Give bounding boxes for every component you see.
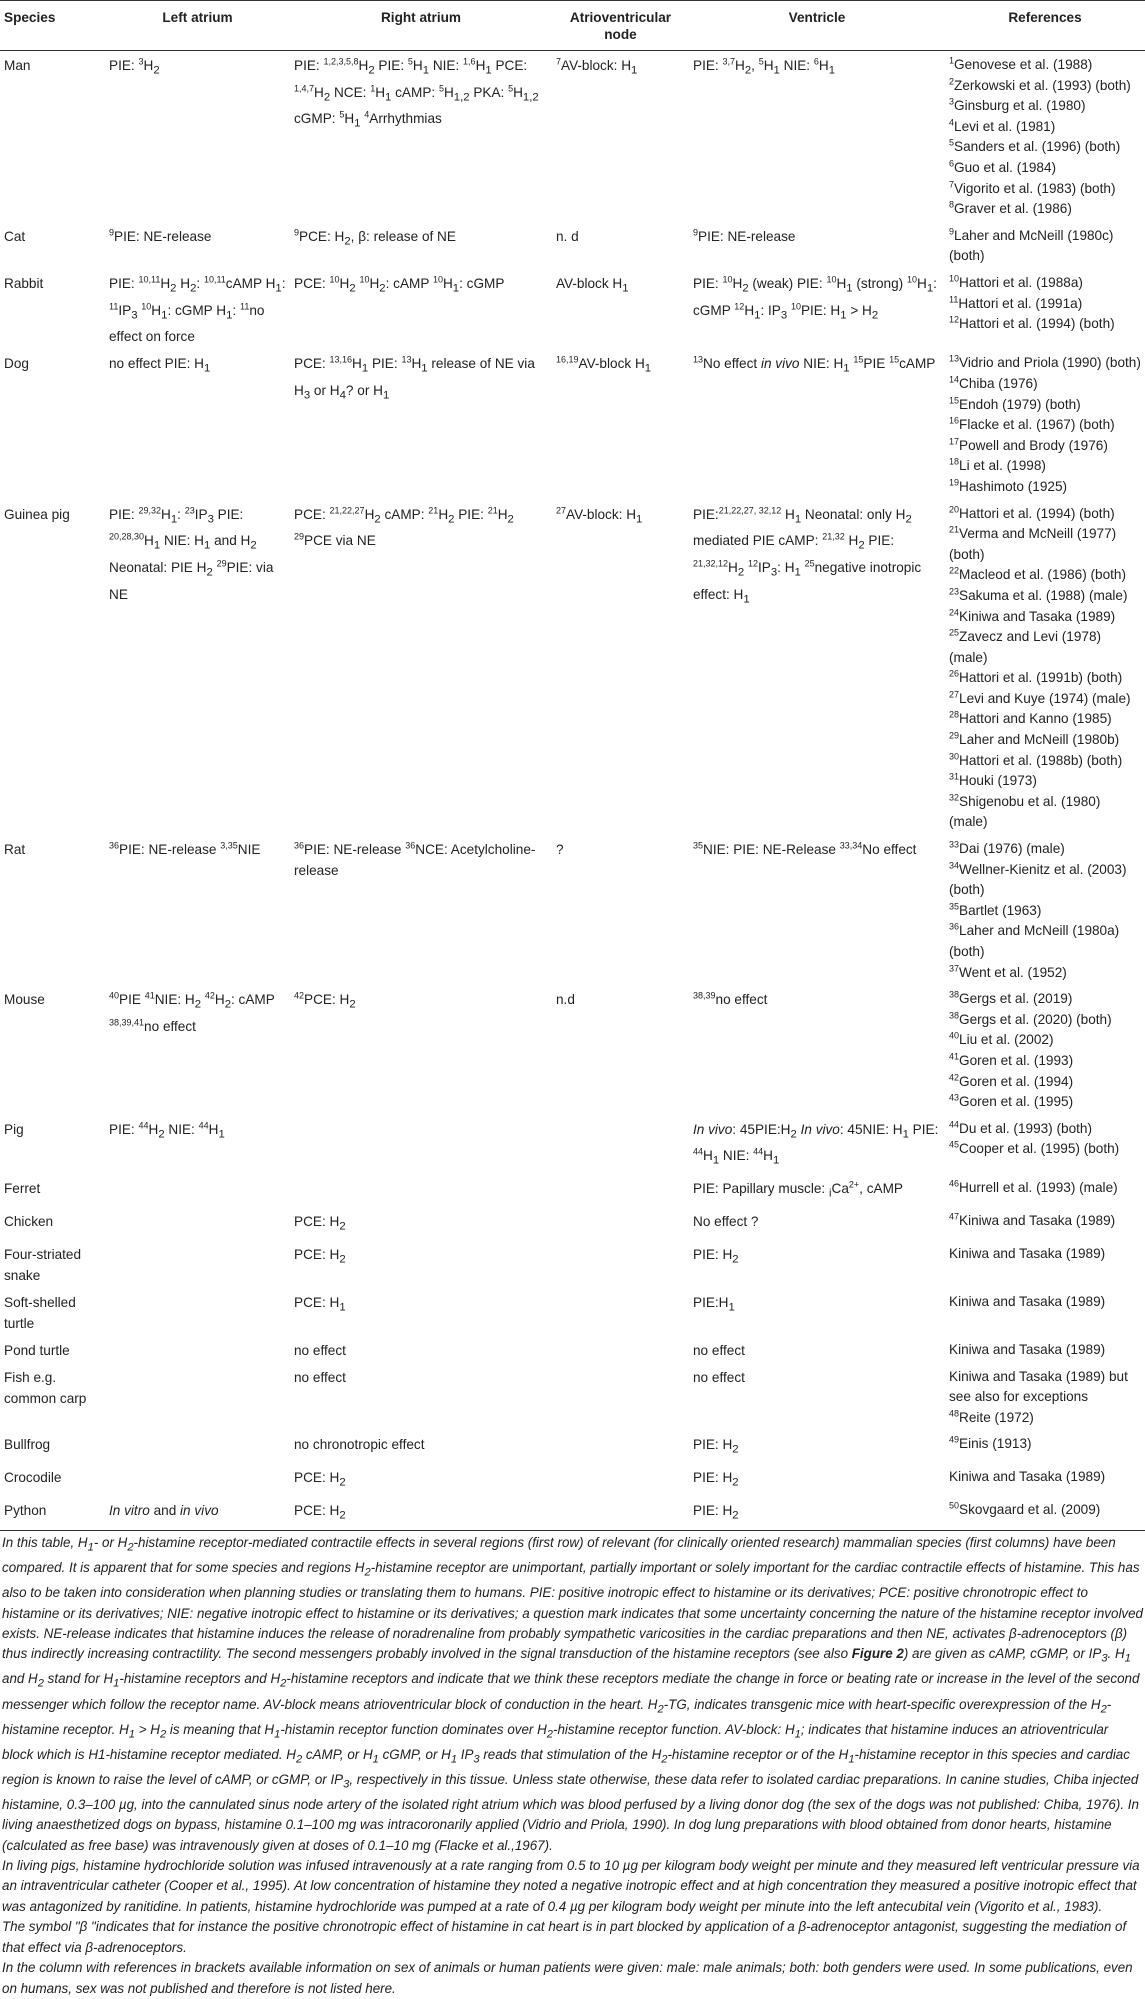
av-node-cell: $^7$AV-block: $H_1$ (556, 56, 638, 77)
left-atrium-cell: PIE: $^3H_2$ (109, 56, 160, 77)
species-cell: Bullfrog (4, 1437, 51, 1453)
left-atrium-cell (105, 1336, 290, 1363)
left-atrium-cell: PIE: $^{29,32}H_1$: $^{23}IP_3$ PIE: $^{20,28,30}H_1$ NIE: $H_1$ and $H_2$ Neonatal: PIE $H_2$ $^{29}$PIE: via NE (109, 505, 274, 602)
av-node-cell (552, 1463, 689, 1496)
reference-entry: $^{30}$Hattori et al. (1988b) (both) (949, 751, 1123, 768)
reference-entry: $^8$Graver et al. (1986) (949, 199, 1072, 217)
table-row (0, 500, 1145, 836)
ventricle-cell: PIE: $^{10}H_2$ (weak) PIE: $^{10}H_1$ (strong) $^{10}H_1$: cGMP $^{12}H_1$: $IP_3$ $^{10}$PIE: $H_1 > H_2$ (693, 274, 937, 322)
footnote-paragraph: The symbol "β "indicates that for instance the positive chronotropic effect of histamine in cat heart is in part blocked by application of a β-adrenoceptor antagonist, suggesting the mediation of that effect via β-adrenoceptors. (2, 1919, 1127, 1955)
table-row (0, 269, 1145, 349)
footnote-paragraph: In the column with references in brackets available information on sex of animals or human patients were given: male: male animals; both: both genders were used. In some publications, even on humans, sex was not published and therefore is not listed here. (2, 1960, 1133, 1996)
av-node-cell (552, 1174, 689, 1207)
reference-entry: $^{36}$Laher and McNeill (1980a) (both) (949, 921, 1120, 959)
left-atrium-cell: PIE: $^{44}H_2$ NIE: $^{44}H_1$ (109, 1120, 225, 1141)
table-row (0, 1174, 1145, 1207)
species-cell: Python (0, 1496, 105, 1530)
left-atrium-cell (105, 1430, 290, 1463)
right-atrium-cell: PIE: $^{1,2,3,5,8}H_2$ PIE: $^5H_1$ NIE: $^{1,6}H_1$ PCE: $^{1,4,7}H_2$ NCE: $^1H_1$ cAMP: $^5H_{1,2}$ PKA: $^5H_{1,2}$ cGMP: $^5H_1$ $^4$Arrhythmias (294, 56, 539, 131)
reference-entry: $^{42}$Goren et al. (1994) (949, 1072, 1074, 1089)
references-cell (945, 222, 1145, 269)
references-cell (945, 1463, 1145, 1496)
av-node-cell (552, 1240, 689, 1288)
left-atrium-cell (105, 1463, 290, 1496)
ventricle-cell: $PIE:H_1$ (693, 1294, 735, 1314)
reference-entry: Kiniwa and Tasaka (1989) but see also for exceptions (949, 1368, 1128, 1405)
table-row (0, 1207, 1145, 1240)
av-node-cell (552, 1430, 689, 1463)
reference-entry: $^{47}$Kiniwa and Tasaka (1989) (949, 1211, 1116, 1228)
table-row (0, 1496, 1145, 1530)
ventricle-cell: PIE:$^{21,22,27, 32,12}$ $H_1$ Neonatal: only $H_2$ mediated PIE cAMP: $^{21,32}$ $H_2$ PIE: $^{21,32,12}H_2$ $^{12}IP_3$: $H_1$ $^{25}$negative inotropic effect: $H_1$ (693, 505, 922, 606)
species-cell: Guinea pig (4, 506, 70, 522)
reference-entry: $^{21}$Verma and McNeill (1977) (both) (949, 524, 1117, 562)
header-references: References (945, 1, 1145, 51)
reference-entry: $^4$Levi et al. (1981) (949, 117, 1056, 134)
reference-entry: $^1$Genovese et al. (1988) (949, 55, 1093, 72)
right-atrium-cell: $^{36}$PIE: NE-release $^{36}$NCE: Acetylcholine-release (294, 840, 536, 879)
reference-entry: $^{25}$Zavecz and Levi (1978) (male) (949, 627, 1102, 665)
references-cell (945, 985, 1145, 1115)
ventricle-cell: $^9$PIE: NE-release (693, 227, 796, 244)
ventricle-cell: No effect ? (693, 1213, 759, 1229)
reference-entry: $^{38}$Gergs et al. (2019) (949, 989, 1073, 1007)
av-node-cell: n. d (556, 228, 579, 244)
references-cell (945, 51, 1145, 222)
av-node-cell: $^{27}$AV-block: $H_1$ (556, 505, 643, 526)
table-row (0, 1336, 1145, 1363)
header-av-node: Atrioventricular node (552, 1, 689, 51)
reference-entry: $^{26}$Hattori et al. (1991b) (both) (949, 668, 1123, 686)
reference-entry: $^6$Guo et al. (1984) (949, 158, 1057, 175)
av-node-cell: ? (556, 842, 564, 858)
table-row (0, 835, 1145, 985)
header-species: Species (0, 1, 105, 51)
av-node-cell (552, 1336, 689, 1363)
right-atrium-cell: PCE: $H_2$ (290, 1496, 552, 1530)
reference-entry: $^{12}$Hattori et al. (1994) (both) (949, 314, 1115, 332)
right-atrium-cell (290, 1174, 552, 1207)
reference-entry: $^{17}$Powell and Brody (1976) (949, 436, 1108, 453)
references-cell (945, 1240, 1145, 1288)
av-node-cell (552, 1288, 689, 1336)
reference-entry: $^{40}$Liu et al. (2002) (949, 1030, 1054, 1048)
ventricle-cell: $^{35}$NIE: PIE: NE-Release $^{33,34}$No effect (693, 840, 917, 858)
header-left-atrium: Left atrium (105, 1, 290, 51)
references-cell (945, 349, 1145, 499)
reference-entry: Kiniwa and Tasaka (1989) (949, 1245, 1106, 1261)
reference-entry: $^{29}$Laher and McNeill (1980b) (949, 730, 1120, 748)
references-cell (945, 1430, 1145, 1463)
av-node-cell: $^{16,19}$AV-block $H_1$ (556, 354, 652, 376)
reference-entry: $^5$Sanders et al. (1996) (both) (949, 137, 1121, 155)
ventricle-cell: In vivo: $45PIE:H_2$ In vivo: 45NIE: $H_1$ PIE: $^{44}H_1$ NIE: $^{44}H_1$ (693, 1121, 939, 1168)
references-cell (945, 1115, 1145, 1174)
table-body (0, 51, 1145, 1531)
header-right-atrium: Right atrium (290, 1, 552, 51)
table-row (0, 1115, 1145, 1174)
reference-entry: $^{43}$Goren et al. (1995) (949, 1092, 1074, 1110)
references-cell (945, 269, 1145, 349)
reference-entry: $^{32}$Shigenobu et al. (1980) (male) (949, 792, 1101, 830)
left-atrium-cell: $^{36}$PIE: NE-release $^{3,35}$NIE (109, 840, 261, 858)
table-row (0, 349, 1145, 499)
table-row (0, 1240, 1145, 1288)
species-cell: Rat (4, 842, 26, 858)
table-row (0, 51, 1145, 222)
left-atrium-cell (105, 1240, 290, 1288)
ventricle-cell: no effect (693, 1369, 745, 1385)
reference-entry: $^{14}$Chiba (1976) (949, 374, 1038, 391)
ventricle-cell: PIE: $H_2$ (689, 1496, 945, 1530)
species-cell: Pig (4, 1121, 24, 1137)
reference-entry: $^{45}$Cooper et al. (1995) (both) (949, 1139, 1120, 1157)
table-row (0, 1463, 1145, 1496)
species-cell: Mouse (4, 992, 45, 1008)
right-atrium-cell: no chronotropic effect (294, 1437, 425, 1453)
species-cell: Fish e.g. common carp (4, 1369, 87, 1406)
right-atrium-cell: $^{42}$PCE: $H_2$ (294, 990, 356, 1011)
right-atrium-cell: PCE: $^{21,22,27}H_2$ cAMP: $^{21}H_2$ PIE: $^{21}H_2$ $^{29}$PCE via NE (294, 505, 514, 549)
av-node-cell (552, 1207, 689, 1240)
table-row (0, 1288, 1145, 1336)
ventricle-cell: PIE: $H_2$ (693, 1246, 739, 1266)
reference-entry: $^{20}$Hattori et al. (1994) (both) (949, 504, 1115, 521)
species-cell: Chicken (4, 1213, 54, 1229)
av-node-cell: AV-block $H_1$ (556, 275, 629, 295)
reference-entry: $^9$Laher and McNeill (1980c) (both) (949, 226, 1114, 264)
ventricle-cell: PIE: $H_2$ (693, 1437, 739, 1457)
table-row (0, 1430, 1145, 1463)
references-cell (945, 835, 1145, 985)
references-cell (945, 1363, 1145, 1431)
left-atrium-cell (105, 1363, 290, 1431)
reference-entry: Kiniwa and Tasaka (1989) (949, 1293, 1106, 1309)
species-cell: Cat (4, 228, 26, 244)
species-cell: Soft-shelled turtle (4, 1294, 76, 1331)
ventricle-cell: PIE: Papillary muscle: $_iCa^{2+}$, cAMP (693, 1179, 903, 1200)
right-atrium-cell: no effect (294, 1342, 346, 1358)
references-cell (945, 1207, 1145, 1240)
right-atrium-cell (290, 1115, 552, 1174)
species-cell: Dog (4, 356, 29, 372)
left-atrium-cell: no effect PIE: $H_1$ (109, 356, 211, 376)
table-row (0, 985, 1145, 1115)
reference-entry: $^{22}$Macleod et al. (1986) (both) (949, 565, 1127, 583)
reference-entry: $^{33}$Dai (1976) (male) (949, 839, 1065, 857)
species-cell: Four-striated snake (4, 1246, 82, 1283)
reference-entry: $^{31}$Houki (1973) (949, 771, 1037, 789)
right-atrium-cell: PCE: $H_2$ (294, 1213, 346, 1233)
header-ventricle: Ventricle (689, 1, 945, 51)
footnote-paragraph: In living pigs, histamine hydrochloride solution was infused intravenously at a rate ranging from 0.5 to 10 µg per kilogram body weight per minute and they measured left ventricular pressure via an intraventricular catheter (Cooper et al., 1995). At low concentration of histamine they noted a negative inotropic effect and at high concentration they measured a positive inotropic effect that was antagonized by ranitidine. In patients, histamine hydrochloride was pumped at a rate of 0.4 µg per kilogram body weight per minute into the left antecubital vein (Vigorito et al., 1983). (2, 1858, 1140, 1914)
references-cell (945, 1174, 1145, 1207)
reference-entry: $^3$Ginsburg et al. (1980) (949, 96, 1086, 114)
reference-entry: $^{37}$Went et al. (1952) (949, 963, 1067, 980)
left-atrium-cell (105, 1288, 290, 1336)
ventricle-cell: PIE: $^{3,7}H_2$, $^5H_1$ NIE: $^6H_1$ (693, 56, 835, 77)
reference-entry: $^{24}$Kiniwa and Tasaka (1989) (949, 606, 1116, 624)
ventricle-cell: PIE: $H_2$ (693, 1470, 739, 1489)
av-node-cell (552, 1115, 689, 1174)
left-atrium-cell (105, 1174, 290, 1207)
references-cell (945, 500, 1145, 836)
right-atrium-cell: PCE: $^{13,16}H_1$ PIE: $^{13}H_1$ release of NE via $H_3$ or $H_4$? or $H_1$ (294, 354, 535, 402)
right-atrium-cell: PCE: $H_2$ (294, 1470, 346, 1489)
references-cell (945, 1336, 1145, 1363)
reference-entry: $^{27}$Levi and Kuye (1974) (male) (949, 689, 1131, 706)
reference-entry: $^{50}$Skovgaard et al. (2009) (949, 1500, 1101, 1517)
references-cell (945, 1496, 1145, 1530)
table-row (0, 1363, 1145, 1431)
right-atrium-cell: $^9$PCE: $H_2$, β: release of NE (294, 227, 456, 248)
reference-entry: $^{28}$Hattori and Kanno (1985) (949, 709, 1112, 727)
left-atrium-cell: $^{40}$PIE $^{41}$NIE: $H_2$ $^{42}H_2$: cAMP $^{38,39,41}$no effect (109, 990, 275, 1034)
reference-entry: $^{41}$Goren et al. (1993) (949, 1051, 1074, 1068)
reference-entry: Kiniwa and Tasaka (1989) (949, 1341, 1106, 1357)
table-row (0, 222, 1145, 269)
reference-entry: $^{44}$Du et al. (1993) (both) (949, 1119, 1092, 1136)
species-cell: Rabbit (4, 275, 44, 291)
right-atrium-cell: PCE: $H_1$ (294, 1294, 346, 1314)
av-node-cell (552, 1496, 689, 1530)
right-atrium-cell: PCE: $^{10}H_2$ $^{10}H_2$: cAMP $^{10}H_1$: cGMP (294, 274, 505, 295)
left-atrium-cell: In vitro and in vivo (105, 1496, 290, 1530)
reference-entry: $^{16}$Flacke et al. (1967) (both) (949, 415, 1115, 433)
species-cell: Ferret (4, 1181, 41, 1197)
ventricle-cell: $^{13}$No effect in vivo NIE: $H_1$ $^{15}$PIE $^{15}$cAMP (693, 354, 936, 376)
reference-entry: $^{15}$Endoh (1979) (both) (949, 395, 1081, 412)
reference-entry: $^{34}$Wellner-Kienitz et al. (2003) (both) (949, 860, 1127, 898)
left-atrium-cell: $^9$PIE: NE-release (109, 227, 212, 244)
reference-entry: $^{18}$Li et al. (1998) (949, 456, 1046, 474)
table-header-row (0, 1, 1145, 51)
right-atrium-cell: PCE: $H_2$ (294, 1246, 346, 1266)
av-node-cell: n.d (556, 992, 575, 1008)
av-node-cell (552, 1363, 689, 1431)
footnote-paragraph: In this table, $H_1-$ or $H_2$-histamine receptor-mediated contractile effects in several regions (first row) of relevant (for clinically oriented research) mammalian species (first columns) have been compared. It is apparent that for some species and regions $H_2$-histamine receptor are unimportant, partially important or solely important for the cardiac contractile effects of histamine. This has also to be taken into consideration when planning studies or translating them to humans. PIE: positive inotropic effect to histamine or its derivatives; PCE: positive chronotropic effect to histamine or its derivatives; NIE: negative inotropic effect to histamine or its derivatives; a question mark indicates that some uncertainty concerning the nature of the histamine receptor involved exists. NE-release indicates that histamine induces the release of noradrenaline from probably sympathetic varicosities in the cardiac preparations and then NE, activates β-adrenoceptors (β) thus indirectly increasing contractility. The second messengers probably involved in the signal transduction of the histamine receptors (see also Figure 2) are given as cAMP, cGMP, or $IP_3$. $H_1$ and $H_2$ stand for $H_1$-histamine receptors and $H_2$-histamine receptors and indicate that we think these receptors mediate the change in force or beating rate or increase in the level of the second messenger which follow the receptor name. AV-block means atrioventricular block of conduction in the heart. $H_2-TG$, indicates transgenic mice with heart-specific overexpression of the $H_2$-histamine receptor. $H_1 > H_2$ is meaning that $H_1$-histamin receptor function dominates over $H_2$-histamine receptor function. AV-block: $H_1$; indicates that histamine induces an atrioventricular block which is H1-histamine receptor mediated. $H_2$ cAMP, or $H_1$ cGMP, or $H_1$ $IP_3$ reads that stimulation of the $H_2$-histamine receptor or of the $H_1$-histamine receptor in this species and cardiac region is known to raise the level of cAMP, or cGMP, or $IP_3$, respectively in this tissue. Unless state otherwise, these data refer to isolated cardiac preparations. In canine studies, Chiba injected histamine, 0.3–100 µg, into the cannulated sinus node artery of the isolated right atrium which was blood perfused by a living donor dog (the sex of the dogs was not published: Chiba, 1976). In living anaesthetized dogs on bypass, histamine 0.1–100 mg was intracoronarily applied (Vidrio and Priola, 1990). In dog lung preparations with blood obtained from donor hearts, histamine (calculated as free base) was intravenously given at doses of 0.1–10 mg (Flacke et al.,1967). (2, 1535, 1144, 1853)
reference-entry: $^{38}$Gergs et al. (2020) (both) (949, 1010, 1112, 1027)
reference-entry: $^{46}$Hurrell et al. (1993) (male) (949, 1178, 1118, 1196)
references-cell (945, 1288, 1145, 1336)
species-cell: Pond turtle (4, 1342, 70, 1358)
ventricle-cell: no effect (693, 1342, 745, 1358)
species-cell: Man (4, 58, 31, 73)
reference-entry: $^{10}$Hattori et al. (1988a) (949, 273, 1083, 290)
reference-entry: $^{11}$Hattori et al. (1991a) (949, 294, 1083, 311)
reference-entry: $^{35}$Bartlet (1963) (949, 901, 1042, 918)
right-atrium-cell: no effect (294, 1369, 346, 1385)
reference-entry: $^2$Zerkowski et al. (1993) (both) (949, 76, 1131, 93)
reference-entry: $^{13}$Vidrio and Priola (1990) (both) (949, 353, 1141, 371)
reference-entry: $^{23}$Sakuma et al. (1988) (male) (949, 586, 1128, 603)
reference-entry: $^{49}$Einis (1913) (949, 1434, 1032, 1452)
left-atrium-cell (105, 1207, 290, 1240)
species-cell: Crocodile (4, 1470, 62, 1486)
reference-entry: Kiniwa and Tasaka (1989) (949, 1469, 1106, 1485)
reference-entry: $^7$Vigorito et al. (1983) (both) (949, 179, 1116, 196)
reference-entry: $^{48}$Reite (1972) (949, 1408, 1034, 1425)
table-footnotes (0, 1533, 1145, 1999)
ventricle-cell: $^{38,39}$no effect (693, 990, 768, 1008)
reference-entry: $^{19}$Hashimoto (1925) (949, 477, 1068, 494)
left-atrium-cell: PIE: $^{10,11}H_2$ $H_2$: $^{10,11}$cAMP $H_1$: $^{11}IP_3$ $^{10}H_1$: cGMP $H_1$: $^{11}$no effect on force (109, 274, 286, 345)
